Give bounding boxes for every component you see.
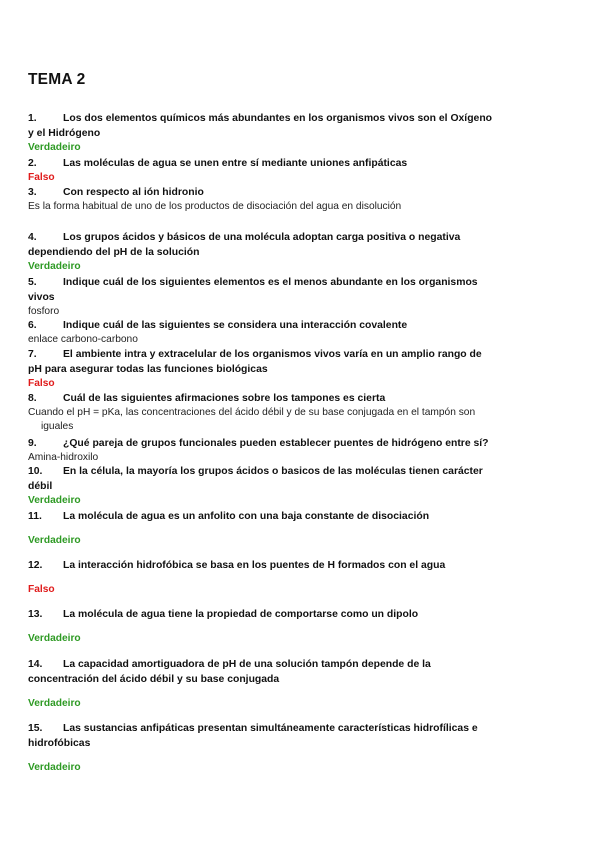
answer-text: Verdadeiro (28, 495, 81, 506)
question-number: 8. (28, 393, 37, 404)
question-number: 9. (28, 438, 37, 449)
question-item (28, 347, 528, 391)
answer-text: Falso (28, 584, 55, 595)
question-number: 13. (28, 609, 43, 620)
question-number: 6. (28, 320, 37, 331)
question-text: 12. La interacción hidrofóbica se basa en los puentes de H formados con el agua (28, 560, 446, 571)
question-item (28, 509, 528, 548)
answer-text: Verdadeiro (28, 142, 81, 153)
question-text: 3. Con respecto al ión hidronio (28, 187, 204, 198)
question-item (28, 275, 528, 319)
answer-text: Verdadeiro (28, 633, 81, 644)
question-text: 2. Las moléculas de agua se unen entre sí mediante uniones anfipáticas (28, 158, 408, 169)
question-item (28, 318, 528, 347)
question-number: 14. (28, 659, 43, 670)
question-text: 4. Los grupos ácidos y básicos de una molécula adoptan carga positiva o negativa dependiendo del pH de la solución (28, 232, 461, 258)
question-number: 12. (28, 560, 43, 571)
question-item (28, 558, 528, 597)
question-item (28, 391, 558, 434)
answer-text: Amina-hidroxilo (28, 452, 99, 463)
question-text: 15. Las sustancias anfipáticas presentan simultáneamente características hidrofílicas e hidrofóbicas (28, 723, 478, 749)
question-number: 3. (28, 187, 37, 198)
question-item (28, 156, 528, 185)
question-text: 14. La capacidad amortiguadora de pH de una solución tampón depende de la concentración del ácido débil y su base conjugada (28, 659, 431, 685)
answer-text: Verdadeiro (28, 698, 81, 709)
question-text: 9. ¿Qué pareja de grupos funcionales pueden establecer puentes de hidrógeno entre sí? (28, 438, 489, 449)
question-text: 7. El ambiente intra y extracelular de los organismos vivos varía en un amplio rango de pH para asegurar todas las funciones biológicas (28, 349, 482, 375)
question-number: 10. (28, 466, 43, 477)
answer-text: Falso (28, 172, 55, 183)
question-item (28, 436, 558, 465)
answer-text: Es la forma habitual de uno de los productos de disociación del agua en disolución (28, 201, 402, 212)
answer-text: Verdadeiro (28, 261, 81, 272)
page-title: TEMA 2 (28, 71, 86, 88)
answer-text: Verdadeiro (28, 762, 81, 773)
question-text: 6. Indique cuál de las siguientes se considera una interacción covalente (28, 320, 408, 331)
question-number: 1. (28, 113, 37, 124)
question-text: 5. Indique cuál de los siguientes elementos es el menos abundante en los organismos vivos (28, 277, 478, 303)
question-text: 1. Los dos elementos químicos más abundantes en los organismos vivos son el Oxígeno y el Hidrógeno (28, 113, 493, 139)
answer-text: Falso (28, 378, 55, 389)
question-item (28, 657, 528, 711)
question-item (28, 721, 528, 775)
question-item (28, 464, 528, 508)
question-text: 11. La molécula de agua es un anfolito con una baja constante de disociación (28, 511, 430, 522)
question-item (28, 111, 528, 155)
answer-text: fosforo (28, 306, 60, 317)
question-text: 8. Cuál de las siguientes afirmaciones sobre los tampones es cierta (28, 393, 386, 404)
question-item (28, 230, 528, 274)
question-item (28, 607, 528, 646)
question-text: 10. En la célula, la mayoría los grupos ácidos o basicos de las moléculas tienen carácter débil (28, 466, 483, 492)
question-number: 11. (28, 511, 42, 522)
answer-text: Verdadeiro (28, 535, 81, 546)
answer-text: Cuando el pH = pKa, las concentraciones del ácido débil y de su base conjugada en el tampón son iguales (28, 407, 476, 432)
question-number: 2. (28, 158, 37, 169)
question-item (28, 185, 528, 214)
answer-text: enlace carbono-carbono (28, 334, 138, 345)
question-text: 13. La molécula de agua tiene la propiedad de comportarse como un dipolo (28, 609, 419, 620)
question-number: 7. (28, 349, 37, 360)
question-number: 5. (28, 277, 37, 288)
question-number: 15. (28, 723, 43, 734)
question-number: 4. (28, 232, 37, 243)
